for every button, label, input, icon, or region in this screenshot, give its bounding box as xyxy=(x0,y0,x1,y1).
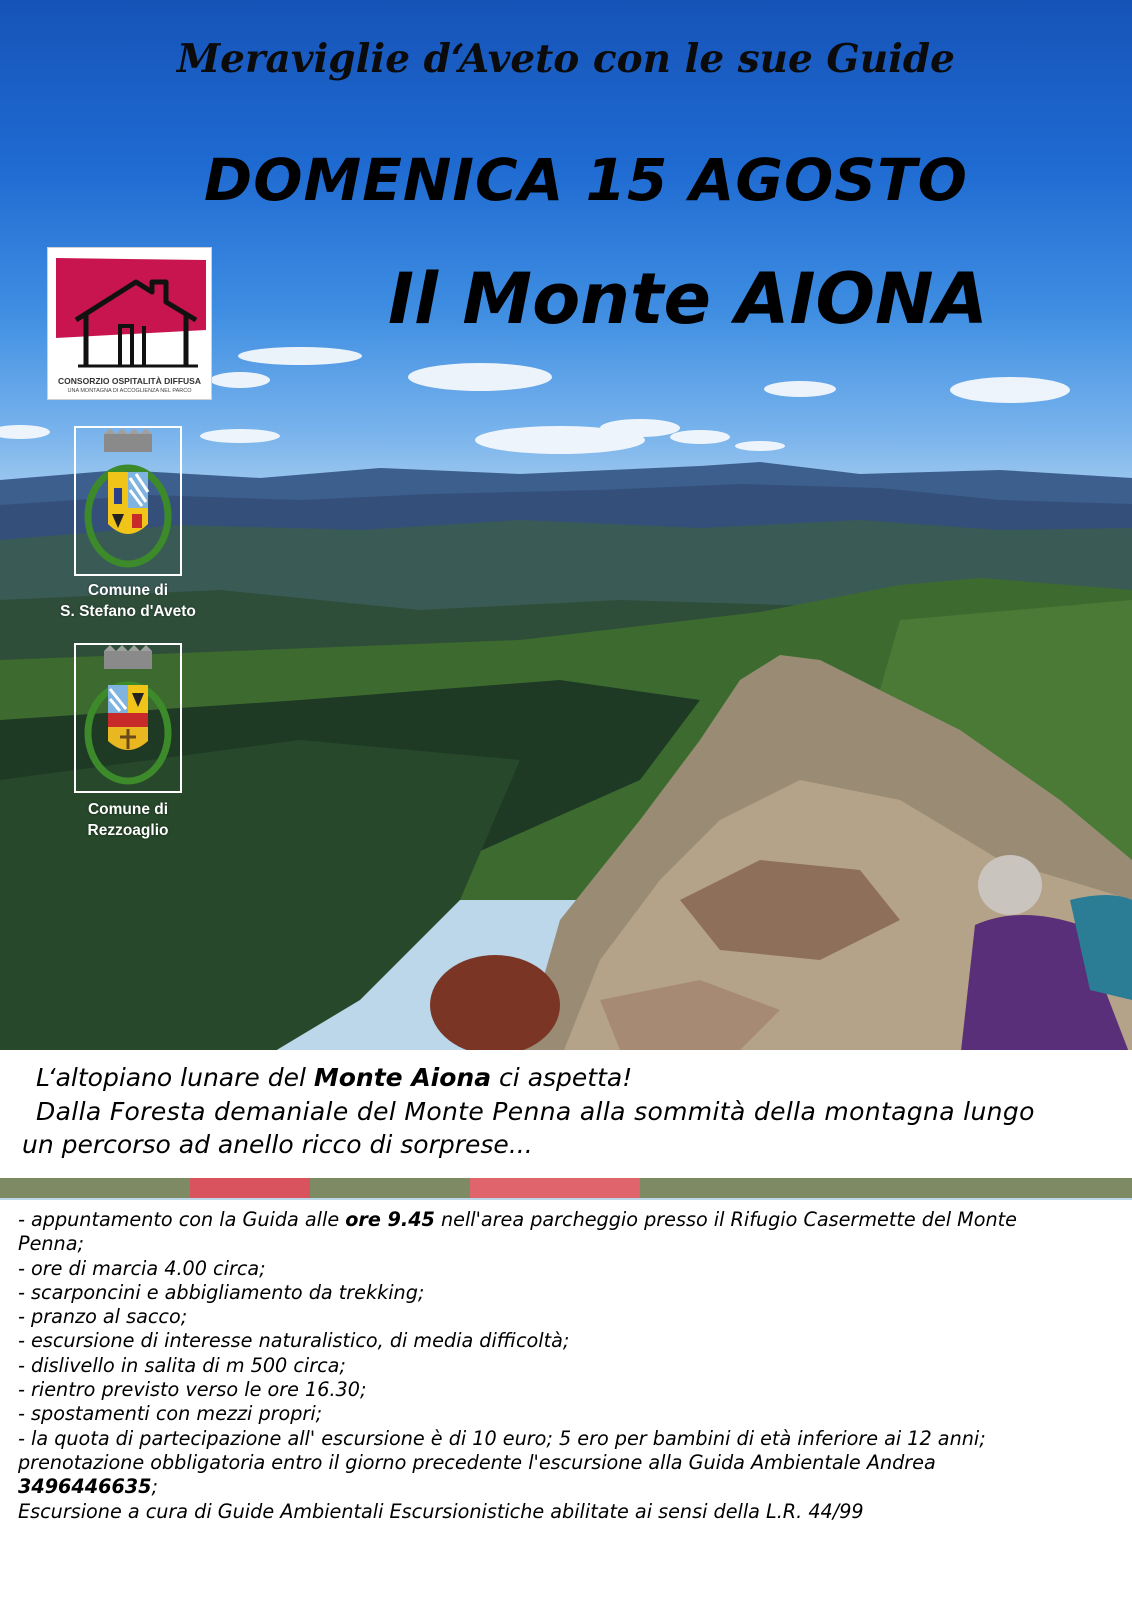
footer-note: Escursione a cura di Guide Ambientali Escursionistiche abilitate ai sensi della L.R. 44/99 xyxy=(18,1499,864,1523)
crest-label-line: S. Stefano d'Aveto xyxy=(60,603,196,620)
page-title: Il Monte AIONA xyxy=(388,258,988,340)
detail-item: - spostamenti con mezzi propri; xyxy=(18,1402,323,1426)
crest-label-line: Rezzoaglio xyxy=(87,822,169,839)
intro-line-2: Dalla Foresta demaniale del Monte Penna alla sommità della montagna lungo xyxy=(36,1097,1035,1126)
crest-label-santo-stefano xyxy=(28,580,228,622)
event-series-title: Meraviglie d‘Aveto con le sue Guide xyxy=(177,36,955,82)
rezzoaglio-crest xyxy=(74,643,182,793)
crest-label-rezzoaglio xyxy=(28,799,228,841)
detail-item xyxy=(18,1475,1118,1499)
intro-text: L‘altopiano lunare del xyxy=(36,1063,314,1092)
intro-band xyxy=(0,1050,1132,1178)
crest-label-line: Comune di xyxy=(87,801,169,818)
intro-line-1 xyxy=(36,1063,632,1092)
detail-item: - pranzo al sacco; xyxy=(18,1305,188,1329)
detail-item: - ore di marcia 4.00 circa; xyxy=(18,1256,266,1280)
detail-item: - escursione di interesse naturalistico, di media difficoltà; xyxy=(18,1329,570,1353)
detail-text: nell'area parcheggio presso il Rifugio Casermette del Monte xyxy=(434,1208,1017,1231)
contact-phone: 3496446635 xyxy=(18,1475,152,1499)
crest-label-line: Comune di xyxy=(87,582,169,599)
event-details xyxy=(18,1208,1118,1524)
consorzio-name: CONSORZIO OSPITALITÀ DIFFUSA xyxy=(58,376,201,386)
detail-text: - appuntamento con la Guida alle xyxy=(18,1208,346,1231)
coat-of-arms-icon xyxy=(76,645,180,791)
intro-line-3: un percorso ad anello ricco di sorprese... xyxy=(22,1130,533,1159)
house-icon xyxy=(48,248,211,373)
consorzio-tagline: UNA MONTAGNA DI ACCOGLIENZA NEL PARCO xyxy=(67,388,192,394)
coat-of-arms-icon xyxy=(76,428,180,574)
santo-stefano-crest xyxy=(74,426,182,576)
meeting-time: ore 9.45 xyxy=(345,1208,435,1231)
consorzio-logo xyxy=(47,247,212,400)
detail-item: prenotazione obbligatoria entro il giorno precedente l'escursione alla Guida Ambientale Andrea xyxy=(18,1450,936,1474)
detail-item: - la quota di partecipazione all' escursione è di 10 euro; 5 ero per bambini di età inferiore ai 12 anni; xyxy=(18,1426,986,1450)
detail-item: - rientro previsto verso le ore 16.30; xyxy=(18,1378,367,1402)
detail-text: ; xyxy=(151,1475,158,1499)
detail-item xyxy=(18,1208,1118,1232)
intro-text: ci aspetta! xyxy=(491,1063,633,1092)
event-date: DOMENICA 15 AGOSTO xyxy=(204,146,968,214)
detail-item: Penna; xyxy=(18,1232,84,1256)
detail-item: - scarponcini e abbigliamento da trekking; xyxy=(18,1280,425,1304)
intro-highlight: Monte Aiona xyxy=(313,1063,492,1092)
detail-item: - dislivello in salita di m 500 circa; xyxy=(18,1353,346,1377)
